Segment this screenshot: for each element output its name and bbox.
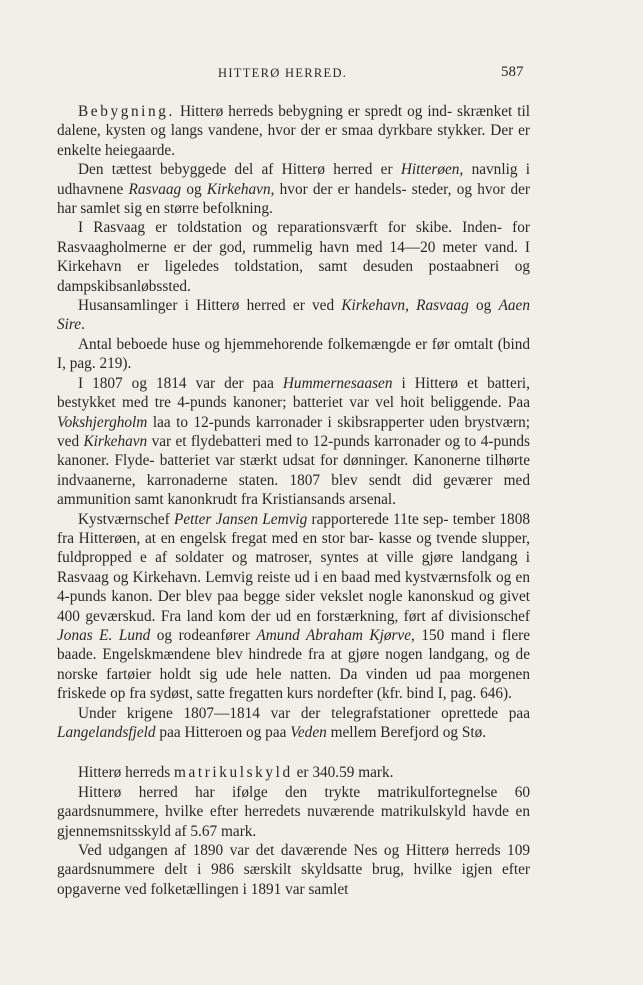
text-run: Under krigene 1807—1814 var der telegrafstationer oprettede paa xyxy=(78,704,530,722)
place-name: Hitterøen xyxy=(400,161,460,179)
paragraph-matrikulskyld xyxy=(57,763,530,782)
paragraph-bebygning xyxy=(57,102,530,160)
text-run: , 150 mand i flere baade. Engelskmændene blev hindrede fra at gjøre nogen landgang, og de norske fartøier holdt sig ude hele natten. Da vinden ud paa morgenen friskede op fra sydøst, satte fregatten kurs nordefter (kfr. bind I, pag. 646). xyxy=(57,626,530,703)
spaced-lead-word: Bebygning. xyxy=(78,103,175,120)
text-run: laa to 12-punds karronader i skibsrapperter uden brystværn; ved xyxy=(57,413,530,450)
text-run: Hitterø herreds xyxy=(78,764,174,782)
spaced-term: matrikulskyld xyxy=(174,764,293,782)
paragraph-rasvaag xyxy=(57,218,530,296)
person-name: Petter Jansen Lemvig xyxy=(173,510,308,528)
place-name: Veden xyxy=(290,724,327,741)
text-run: . xyxy=(81,316,85,334)
text-run: og xyxy=(181,180,207,198)
person-name: Amund Abraham Kjørve xyxy=(256,626,412,644)
place-name: Rasvaag xyxy=(416,297,469,315)
paragraph-text: Ved udgangen af 1890 var det daværende Nes og Hitterø herreds 109 gaardsnummere delt i 986 særskilt skyldsatte brug, hvilke igjen efter opgaverne ved folketællingen i 1891 var samlet xyxy=(57,842,530,898)
text-run: mellem Berefjord og Stø. xyxy=(326,724,487,741)
text-run: i Hitterø et batteri, bestykket med tre 4-punds kanoner; batteriet var vel hoit beliggende. Paa xyxy=(57,374,531,412)
place-name: Hummernesaasen xyxy=(282,374,393,392)
text-run: rapporterede 11te sep- tember 1808 fra Hitterøen, at en engelsk fregat med en stor bar- kasse og tvende slupper, fuldpropped e af soldater og matroser, syntes at ville gjøre landgang i Rasvaag og Kirkehavn. Lemvig reiste ud i en baad med kystværnsfolk og en 4-punds kanon. Der blev paa begge sider vekslet nogle kanonskud og givet 400 geværskud. Fra land kom der ud en forstærkning, ført af divisionschef xyxy=(57,510,530,625)
page-number: 587 xyxy=(501,64,524,80)
text-run: Den tættest bebyggede del af Hitterø herred er xyxy=(78,161,401,179)
place-name: Langelandsfjeld xyxy=(57,724,156,741)
section-gap xyxy=(57,742,530,763)
text-run: og rodeanfører xyxy=(150,626,257,644)
text-run: og xyxy=(468,297,499,315)
paragraph-antal xyxy=(57,335,530,374)
place-name: Kirkehavn xyxy=(206,180,271,198)
text-run: var et flydebatteri med to 12-punds karronader og to 4-punds kanoner. Flyde- batteriet var stærkt udsat for dønninger. Kanonerne tilhørte indvaanerne, karronaderne staten. 1807 blev sendt did geværer med ammunition samt kanonkrudt fra Kristiansands arsenal. xyxy=(57,432,530,509)
paragraph-gaardsnummere xyxy=(57,783,530,841)
text-run: , xyxy=(405,297,417,315)
text-run: I 1807 og 1814 var der paa xyxy=(78,374,283,392)
paragraph-telegraf xyxy=(57,704,530,743)
paragraph-text: Hitterø herred har ifølge den trykte matrikulfortegnelse 60 gaardsnummere, hvilke efter herredets nuværende matrikulskyld havde en gjennemsnitsskyld af 5.67 mark. xyxy=(57,783,530,840)
place-name: Kirkehavn xyxy=(83,432,148,450)
paragraph-kystvaern xyxy=(57,510,530,704)
person-name: Jonas E. Lund xyxy=(57,626,151,644)
paragraph-text: Antal beboede huse og hjemmehorende folkemængde er før omtalt (bind I, pag. 219). xyxy=(57,335,530,373)
text-run: , hvor der er handels- steder, og hvor der har samlet sig en større befolkning. xyxy=(57,180,530,218)
place-name: Kirkehavn xyxy=(341,297,406,315)
paragraph-husansamlinger xyxy=(57,296,530,335)
paragraph-hitteroen xyxy=(57,160,530,218)
text-run: Husansamlinger i Hitterø herred er ved xyxy=(78,297,342,315)
text-run: er 340.59 mark. xyxy=(292,764,394,782)
paragraph-batteri xyxy=(57,374,530,510)
paragraph-text: Hitterø herreds bebygning er spredt og ind- skrænket til dalene, kysten og langs vandene, hvor der er smaa dyrkbare stykker. Der er enkelte heiegaarde. xyxy=(57,103,530,159)
text-run: , navnlig i udhavnene xyxy=(57,161,530,198)
place-name: Aaen Sire xyxy=(57,297,530,334)
text-run: Kystværnschef xyxy=(78,510,174,528)
paragraph-text: I Rasvaag er toldstation og reparationsværft for skibe. Inden- for Rasvaagholmerne er der god, rummelig havn med 14—20 meter vand. I Kirkehavn er ligeledes toldstation, samt desuden postaabneri og dampskibsanløbssted. xyxy=(57,219,530,295)
body-text xyxy=(57,102,530,899)
place-name: Vokshjergholm xyxy=(57,413,148,431)
text-run: paa Hitteroen og paa xyxy=(155,724,291,741)
place-name: Rasvaag xyxy=(128,180,182,198)
running-head: HITTERØ HERRED. xyxy=(218,66,348,80)
paragraph-udgangen xyxy=(57,841,530,899)
page-header xyxy=(0,66,643,86)
